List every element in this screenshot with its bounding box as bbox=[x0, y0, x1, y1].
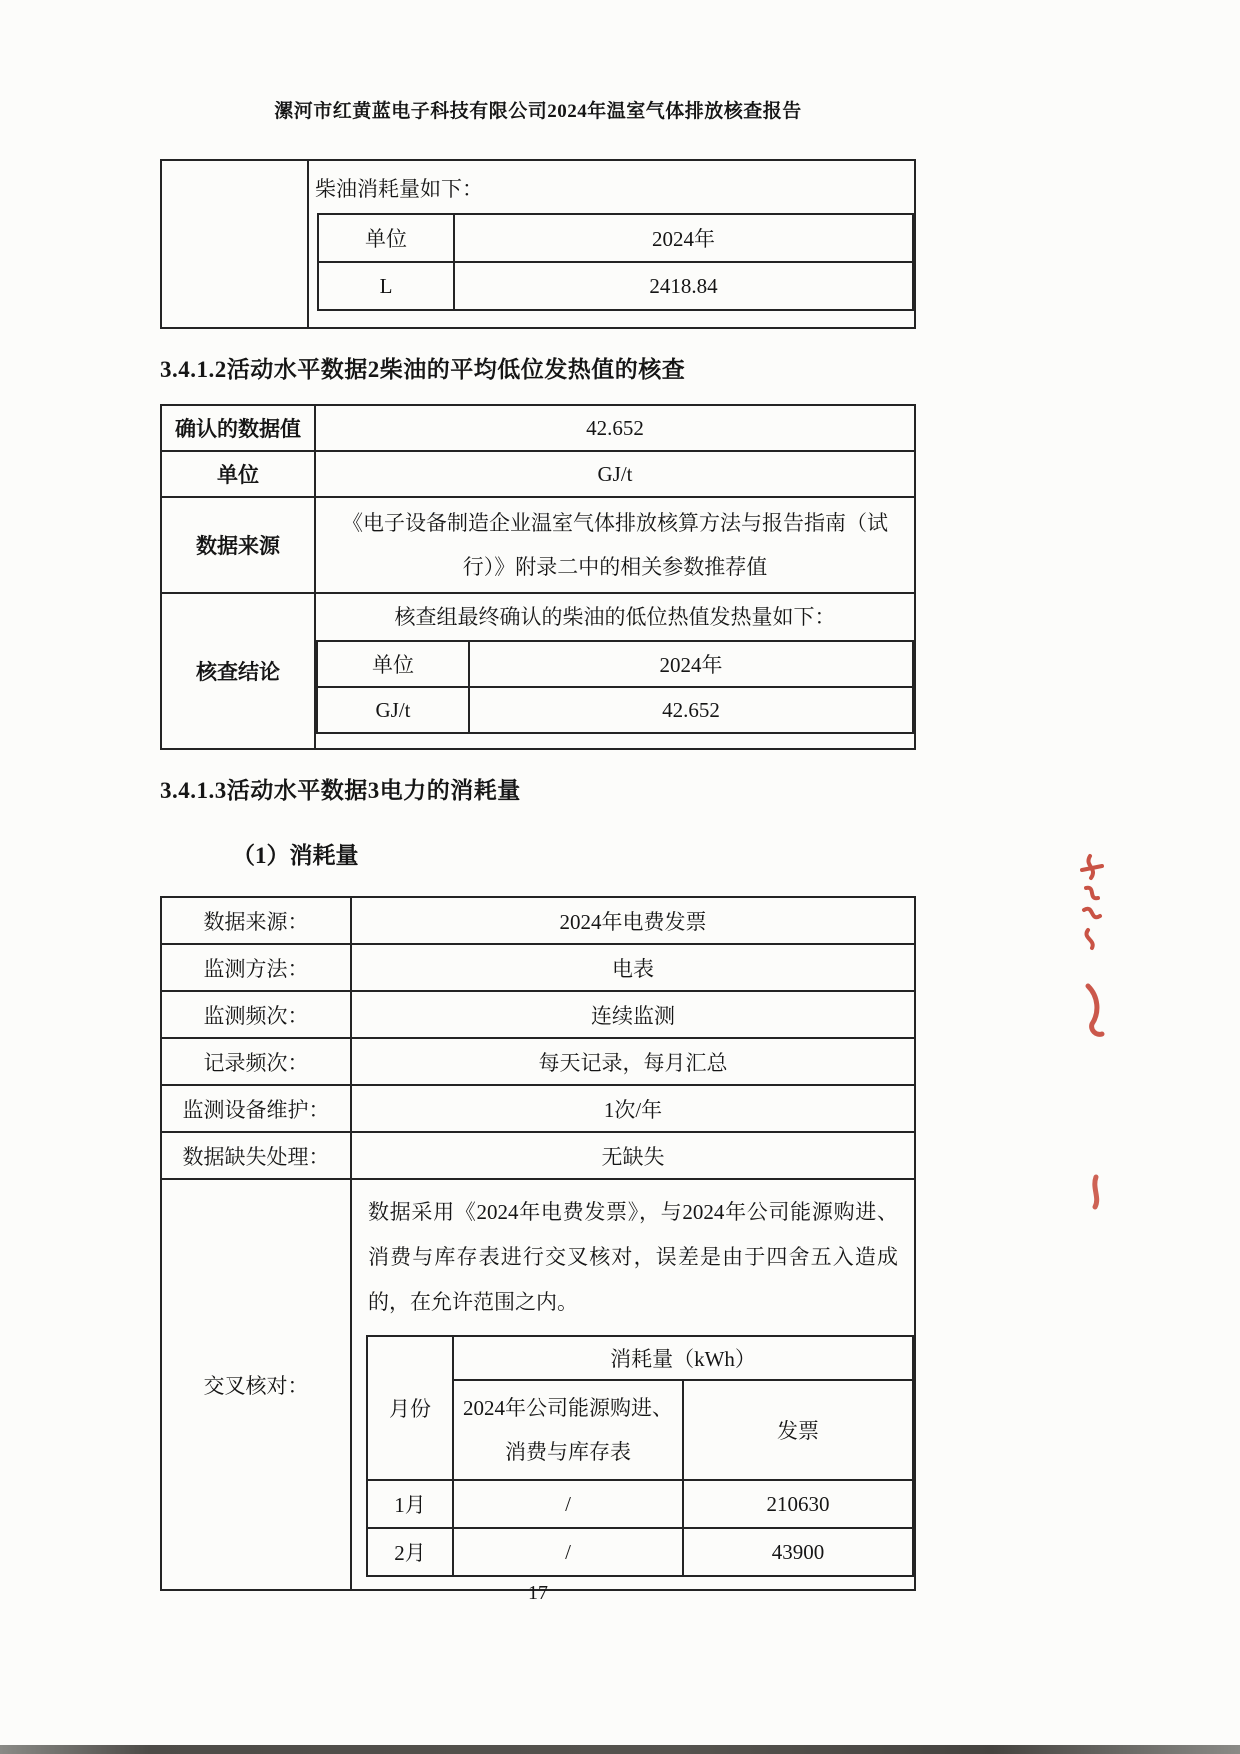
table-row bbox=[317, 641, 913, 687]
confirmed-value-label-cell: 确认的数据值 bbox=[161, 405, 315, 451]
table-row bbox=[161, 160, 915, 328]
page-content bbox=[160, 0, 916, 1591]
conclusion-content-cell bbox=[315, 593, 915, 749]
table-row bbox=[317, 687, 913, 733]
diesel-consumption-note: 柴油消耗量如下： bbox=[315, 177, 483, 201]
row-label-cell: 数据来源： bbox=[161, 897, 351, 944]
row-value-cell: 电表 bbox=[351, 944, 915, 991]
section-heading-3413: 3.4.1.3活动水平数据3电力的消耗量 bbox=[160, 778, 521, 803]
cross-check-inner-table bbox=[366, 1335, 914, 1577]
cross-check-paragraph: 数据采用《2024年电费发票》，与2024年公司能源购进、消费与库存表进行交叉核对，误差是由于四舍五入造成的，在允许范围之内。 bbox=[368, 1200, 898, 1314]
unit-header-cell: 单位 bbox=[318, 214, 454, 262]
row-label-cell: 数据缺失处理： bbox=[161, 1132, 351, 1179]
table-row bbox=[161, 944, 915, 991]
data-source-label-cell: 数据来源 bbox=[161, 497, 315, 593]
report-header-title: 漯河市红黄蓝电子科技有限公司2024年温室气体排放核查报告 bbox=[274, 101, 802, 122]
red-ink-mark-icon bbox=[1082, 982, 1108, 1040]
conclusion-label-cell: 核查结论 bbox=[161, 593, 315, 749]
ledger-value-cell: / bbox=[453, 1480, 683, 1528]
empty-continuation-cell bbox=[161, 160, 308, 328]
data-source-value-cell bbox=[315, 497, 915, 593]
ledger-header-text: 2024年公司能源购进、消费与库存表 bbox=[463, 1396, 673, 1464]
diesel-consumption-inner-table bbox=[317, 213, 914, 311]
page-number: 17 bbox=[528, 1582, 548, 1604]
data-source-line1: 《电子设备制造企业温室气体排放核算方法与报告指南（试 bbox=[342, 511, 888, 535]
row-label-cell: 监测频次： bbox=[161, 991, 351, 1038]
ledger-header-cell bbox=[453, 1380, 683, 1480]
year-header-cell: 2024年 bbox=[469, 641, 913, 687]
month-cell: 2月 bbox=[367, 1528, 453, 1576]
data-source-line2: 行）》附录二中的相关参数推荐值 bbox=[462, 555, 768, 579]
year-header-cell: 2024年 bbox=[454, 214, 913, 262]
table-row bbox=[161, 405, 915, 451]
row-label-cell: 监测设备维护： bbox=[161, 1085, 351, 1132]
row-value-cell: 每天记录，每月汇总 bbox=[351, 1038, 915, 1085]
table-row bbox=[161, 1038, 915, 1085]
amount-value-cell: 2418.84 bbox=[454, 262, 913, 310]
diesel-consumption-table bbox=[160, 159, 916, 329]
confirmed-value-cell: 42.652 bbox=[315, 405, 915, 451]
red-ink-mark-icon bbox=[1086, 1174, 1106, 1210]
invoice-value-cell: 43900 bbox=[683, 1528, 913, 1576]
table-row bbox=[161, 593, 915, 749]
subheading-consumption: （1）消耗量 bbox=[232, 843, 359, 868]
table-row bbox=[161, 497, 915, 593]
cross-check-content-cell bbox=[351, 1179, 915, 1590]
table-row bbox=[318, 262, 913, 310]
cross-check-label-cell: 交叉核对： bbox=[161, 1179, 351, 1590]
heating-value-cell: 42.652 bbox=[469, 687, 913, 733]
unit-header-cell: 单位 bbox=[317, 641, 469, 687]
ledger-value-cell: / bbox=[453, 1528, 683, 1576]
table-row bbox=[161, 1132, 915, 1179]
row-value-cell: 1次/年 bbox=[351, 1085, 915, 1132]
table-row bbox=[161, 991, 915, 1038]
unit-label-cell: 单位 bbox=[161, 451, 315, 497]
table-row bbox=[367, 1528, 913, 1576]
section-heading-3412: 3.4.1.2活动水平数据2柴油的平均低位发热值的核查 bbox=[160, 357, 686, 382]
heating-value-table bbox=[160, 404, 916, 750]
conclusion-note: 核查组最终确认的柴油的低位热值发热量如下： bbox=[394, 605, 836, 629]
invoice-value-cell: 210630 bbox=[683, 1480, 913, 1528]
scanner-edge-artifact bbox=[0, 1745, 1240, 1754]
invoice-header-cell: 发票 bbox=[683, 1380, 913, 1480]
table-row bbox=[161, 1085, 915, 1132]
row-label-cell: 监测方法： bbox=[161, 944, 351, 991]
electricity-consumption-table bbox=[160, 896, 916, 1591]
conclusion-inner-table bbox=[316, 640, 914, 734]
month-cell: 1月 bbox=[367, 1480, 453, 1528]
unit-value-cell: GJ/t bbox=[315, 451, 915, 497]
consumption-header-cell: 消耗量（kWh） bbox=[453, 1336, 913, 1380]
table-row bbox=[161, 897, 915, 944]
row-value-cell: 2024年电费发票 bbox=[351, 897, 915, 944]
table-row bbox=[161, 451, 915, 497]
row-value-cell: 无缺失 bbox=[351, 1132, 915, 1179]
table-row bbox=[318, 214, 913, 262]
red-ink-mark-icon bbox=[1076, 852, 1110, 952]
month-header-cell: 月份 bbox=[367, 1336, 453, 1480]
unit-value-cell: GJ/t bbox=[317, 687, 469, 733]
diesel-consumption-cell bbox=[308, 160, 915, 328]
table-row bbox=[367, 1480, 913, 1528]
table-row bbox=[161, 1179, 915, 1590]
row-label-cell: 记录频次： bbox=[161, 1038, 351, 1085]
table-row bbox=[367, 1336, 913, 1380]
row-value-cell: 连续监测 bbox=[351, 991, 915, 1038]
unit-value-cell: L bbox=[318, 262, 454, 310]
